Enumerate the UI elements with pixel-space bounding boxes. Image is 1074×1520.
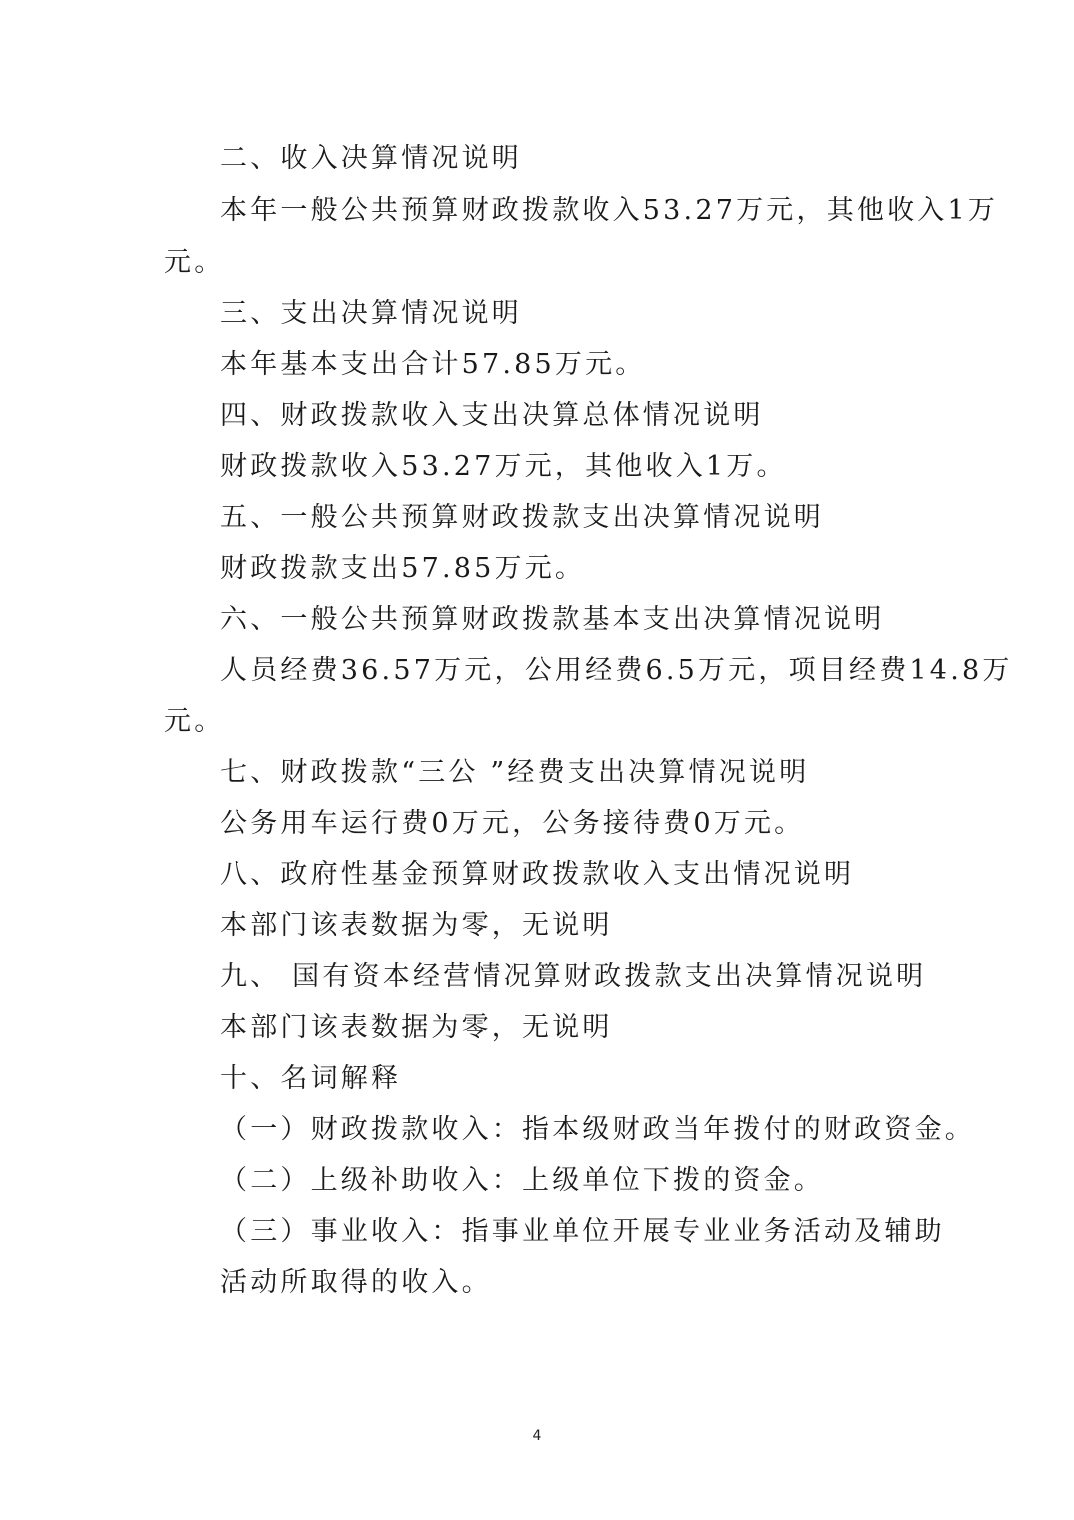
paragraph-line: 人员经费36.57万元，公用经费6.5万元，项目经费14.8万 — [220, 655, 1013, 686]
paragraph-line: 本年一般公共预算财政拨款收入53.27万元，其他收入1万 — [220, 195, 999, 226]
section-heading-government-fund: 八、政府性基金预算财政拨款收入支出情况说明 — [220, 859, 855, 890]
paragraph-line: 活动所取得的收入。 — [220, 1267, 492, 1298]
page-number: 4 — [532, 1428, 542, 1444]
section-heading-basic-expenditure: 六、一般公共预算财政拨款基本支出决算情况说明 — [220, 604, 885, 635]
section-heading-three-public: 七、财政拨款“三公 ”经费支出决算情况说明 — [220, 757, 810, 788]
section-heading-state-capital: 九、 国有资本经营情况算财政拨款支出决算情况说明 — [220, 961, 927, 992]
section-heading-overall: 四、财政拨款收入支出决算总体情况说明 — [220, 400, 764, 431]
paragraph-line: 财政拨款收入53.27万元，其他收入1万。 — [220, 451, 787, 482]
section-heading-expenditure: 三、支出决算情况说明 — [220, 298, 522, 329]
paragraph-line: 元。 — [164, 706, 225, 737]
paragraph-line: 公务用车运行费0万元，公务接待费0万元。 — [220, 808, 805, 839]
paragraph-line: 本部门该表数据为零，无说明 — [220, 1012, 613, 1043]
section-heading-general-budget: 五、一般公共预算财政拨款支出决算情况说明 — [220, 502, 824, 533]
section-heading-income: 二、收入决算情况说明 — [220, 143, 522, 174]
paragraph-line: 本年基本支出合计57.85万元。 — [220, 349, 646, 380]
glossary-item: （二）上级补助收入：上级单位下拨的资金。 — [220, 1165, 824, 1196]
paragraph-line: 财政拨款支出57.85万元。 — [220, 553, 586, 584]
section-heading-glossary: 十、名词解释 — [220, 1063, 402, 1094]
paragraph-line: 本部门该表数据为零，无说明 — [220, 910, 613, 941]
glossary-item: （三）事业收入：指事业单位开展专业业务活动及辅助 — [220, 1216, 945, 1247]
paragraph-line: 元。 — [164, 247, 225, 278]
glossary-item: （一）财政拨款收入：指本级财政当年拨付的财政资金。 — [220, 1114, 975, 1145]
